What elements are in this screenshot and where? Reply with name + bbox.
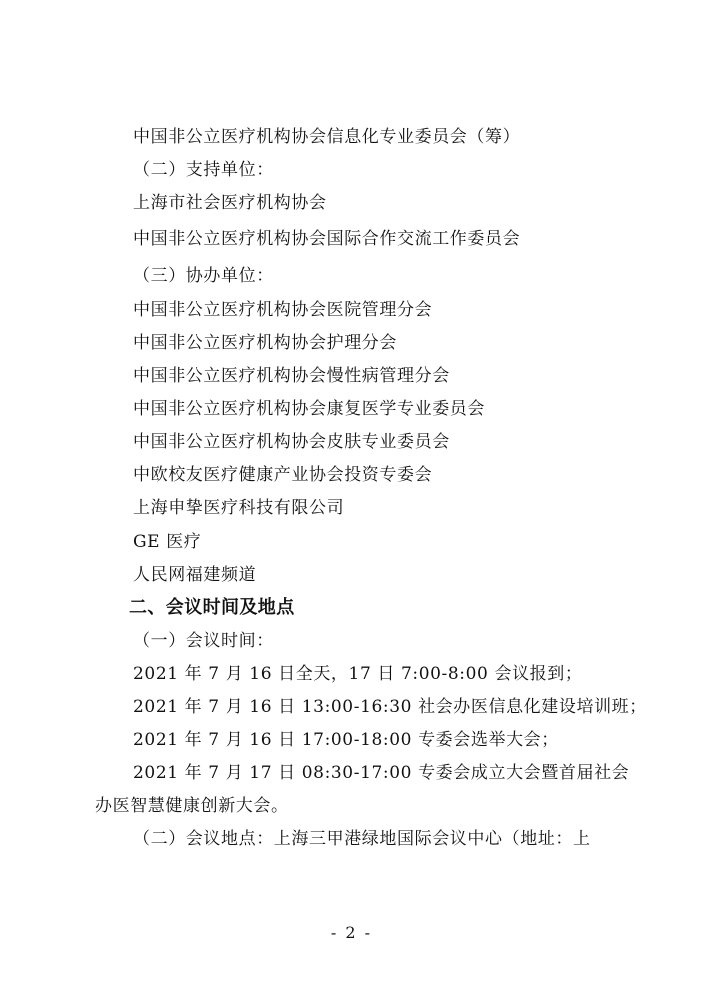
org-line-intl-cooperation: 中国非公立医疗机构协会国际合作交流工作委员会 bbox=[133, 229, 521, 249]
org-line-rehabilitation: 中国非公立医疗机构协会康复医学专业委员会 bbox=[133, 399, 485, 419]
schedule-line-inauguration: 2021 年 7 月 17 日 08:30-17:00 专委会成立大会暨首届社会 bbox=[133, 763, 630, 783]
org-line-chronic-disease: 中国非公立医疗机构协会慢性病管理分会 bbox=[133, 366, 450, 386]
subsection-meeting-location: （二）会议地点：上海三甲港绿地国际会议中心（地址：上 bbox=[133, 829, 591, 849]
org-line-ceibs-alumni: 中欧校友医疗健康产业协会投资专委会 bbox=[133, 465, 433, 485]
org-line-hospital-management: 中国非公立医疗机构协会医院管理分会 bbox=[133, 300, 433, 320]
org-line-shenzhi-tech: 上海申挚医疗科技有限公司 bbox=[133, 498, 345, 518]
org-line-info-committee: 中国非公立医疗机构协会信息化专业委员会（筹） bbox=[133, 127, 521, 147]
org-line-shanghai-association: 上海市社会医疗机构协会 bbox=[133, 193, 327, 213]
schedule-line-registration: 2021 年 7 月 16 日全天，17 日 7:00-8:00 会议报到； bbox=[133, 664, 583, 684]
section-support-units: （二）支持单位： bbox=[133, 160, 274, 180]
org-line-nursing: 中国非公立医疗机构协会护理分会 bbox=[133, 333, 397, 353]
schedule-line-inauguration-cont: 办医智慧健康创新大会。 bbox=[95, 796, 289, 816]
subsection-meeting-time: （一）会议时间： bbox=[133, 631, 274, 651]
org-line-people-net-fujian: 人民网福建频道 bbox=[133, 565, 257, 585]
section-co-organizers: （三）协办单位： bbox=[133, 266, 274, 286]
org-line-dermatology: 中国非公立医疗机构协会皮肤专业委员会 bbox=[133, 432, 450, 452]
page-number: - 2 - bbox=[330, 923, 373, 942]
schedule-line-training: 2021 年 7 月 16 日 13:00-16:30 社会办医信息化建设培训班； bbox=[133, 697, 647, 717]
section-heading-time-location: 二、会议时间及地点 bbox=[129, 597, 295, 618]
schedule-line-election: 2021 年 7 月 16 日 17:00-18:00 专委会选举大会； bbox=[133, 730, 559, 750]
org-line-ge-healthcare: GE 医疗 bbox=[133, 532, 202, 552]
